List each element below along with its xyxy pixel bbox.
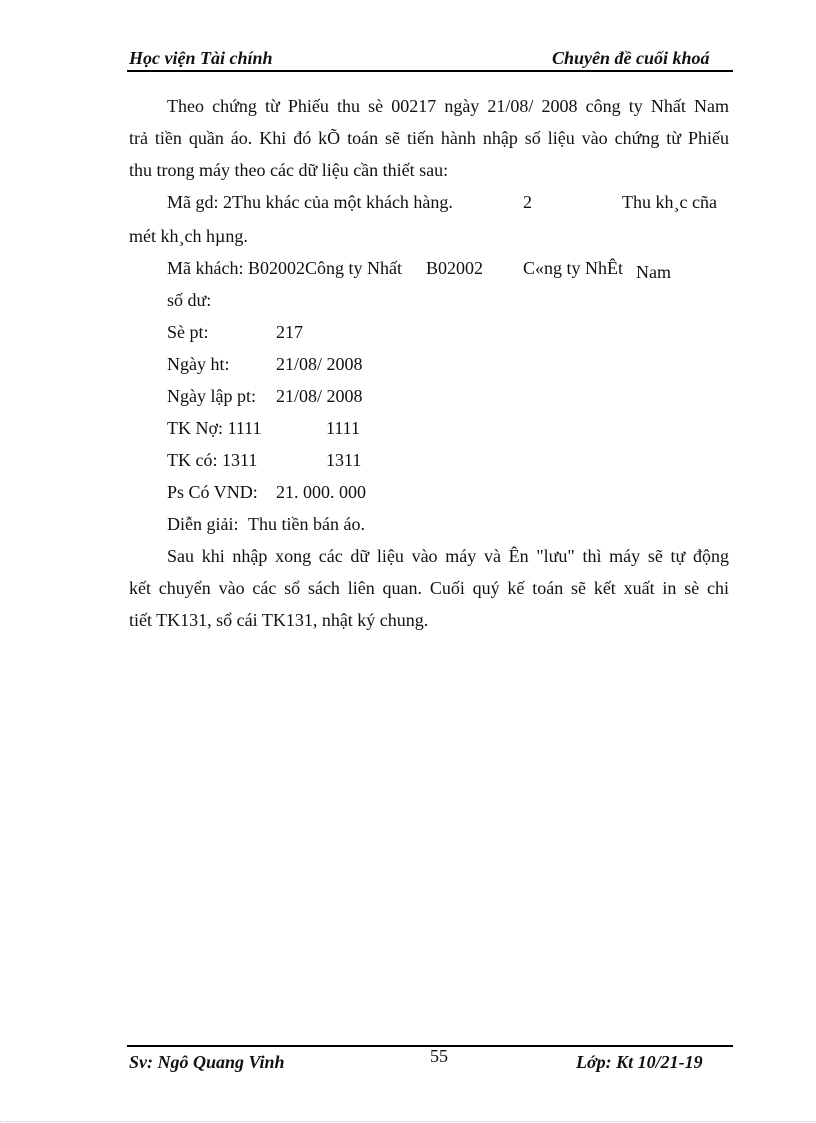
so-du-label: số dư:: [167, 290, 212, 310]
ma-khach-garbled: C«ng ty NhÊt: [523, 258, 624, 278]
header-rule: [127, 70, 733, 72]
field-value-2: 1111: [326, 418, 360, 438]
field-label: Sè pt:: [167, 322, 209, 342]
header-right: Chuyên đề cuối khoá: [552, 48, 710, 68]
field-label: TK có: 1311: [167, 450, 258, 470]
paragraph-2-line-2: kết chuyển vào các sổ sách liên quan. Cuối quý kế toán sẽ kết xuất in sè chi: [129, 578, 729, 598]
footer-right: Lớp: Kt 10/21-19: [576, 1052, 703, 1072]
ma-gd-continued: mét kh¸ch hµng.: [129, 226, 248, 246]
page-number: 55: [430, 1046, 448, 1066]
field-value: Thu tiền bán áo.: [248, 514, 365, 534]
field-value-2: 1311: [326, 450, 362, 470]
field-label: Diễn giải:: [167, 514, 239, 534]
ma-gd-label: Mã gd: 2Thu khác của một khách hàng.: [167, 192, 453, 212]
ma-gd-code: 2: [523, 192, 532, 212]
paragraph-1-line-1: Theo chứng từ Phiếu thu sè 00217 ngày 21/08/ 2008 công ty Nhất Nam: [167, 96, 729, 116]
paragraph-2-line-3: tiết TK131, sổ cái TK131, nhật ký chung.: [129, 610, 429, 630]
ma-khach-code: B02002: [426, 258, 484, 278]
field-value: 21. 000. 000: [276, 482, 366, 502]
field-value: 21/08/ 2008: [276, 386, 363, 406]
ma-khach-label: Mã khách: B02002Công ty Nhất: [167, 258, 402, 278]
page-edge-dots: [0, 1121, 816, 1122]
footer-left: Sv: Ngô Quang Vinh: [129, 1052, 285, 1072]
field-label: Ngày lập pt:: [167, 386, 256, 406]
ma-gd-garbled: Thu kh¸c cña: [622, 192, 717, 212]
paragraph-1-line-3: thu trong máy theo các dữ liệu cần thiết sau:: [129, 160, 449, 180]
field-value: 217: [276, 322, 303, 342]
field-label: TK Nợ: 1111: [167, 418, 262, 438]
paragraph-1-line-2: trả tiền quần áo. Khi đó kÕ toán sẽ tiến hành nhập số liệu vào chứng từ Phiếu: [129, 128, 729, 148]
field-label: Ngày ht:: [167, 354, 230, 374]
header-left: Học viện Tài chính: [129, 48, 273, 68]
paragraph-2-line-1: Sau khi nhập xong các dữ liệu vào máy và Ên "lưu" thì máy sẽ tự động: [167, 546, 729, 566]
field-value: 21/08/ 2008: [276, 354, 363, 374]
ma-khach-nam: Nam: [636, 262, 671, 282]
field-label: Ps Có VND:: [167, 482, 258, 502]
